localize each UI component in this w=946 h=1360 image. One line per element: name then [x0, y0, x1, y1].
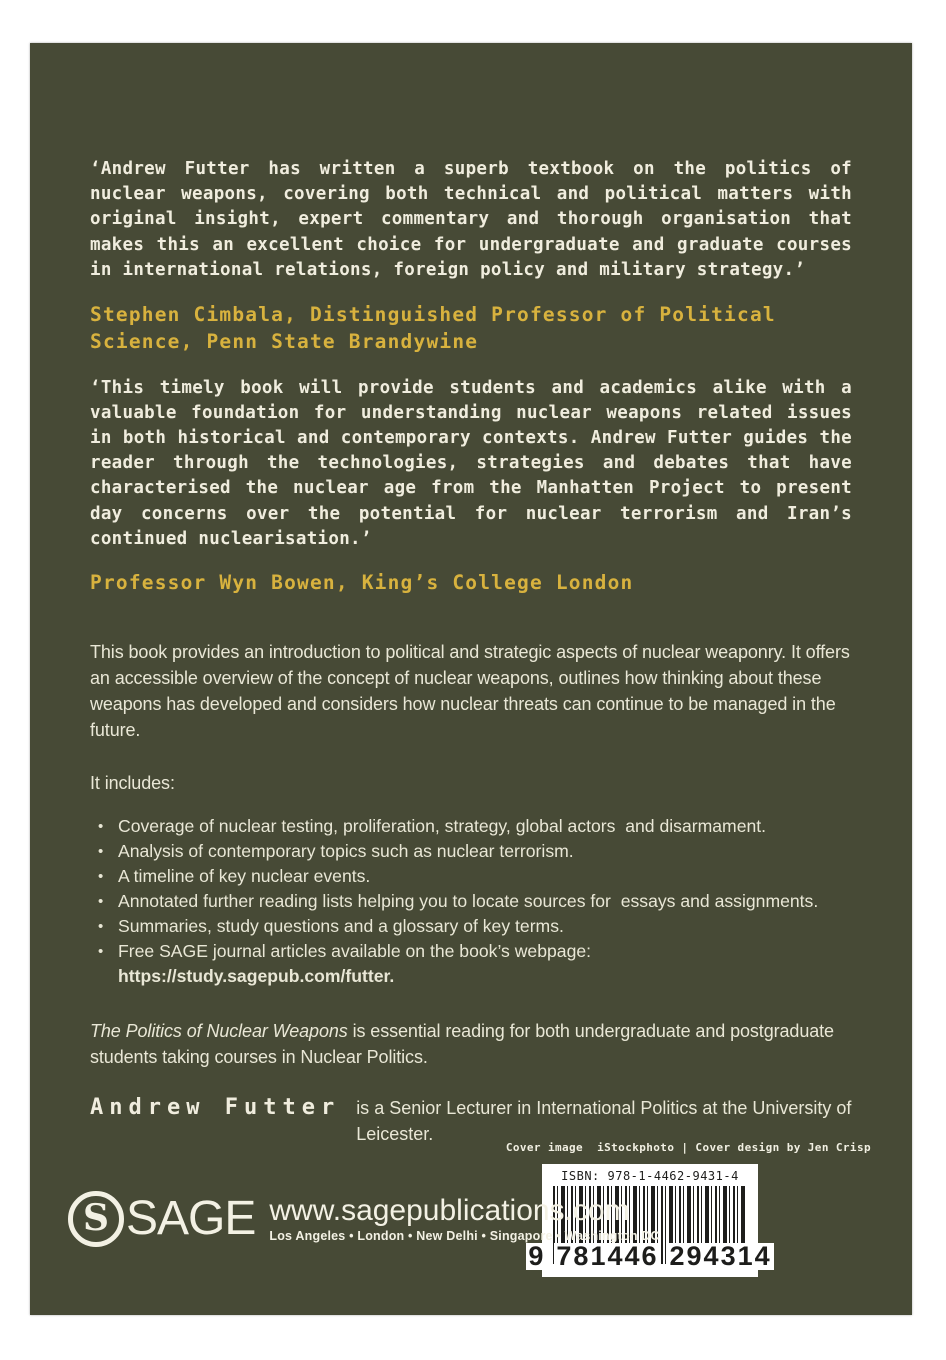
bullet-icon: • [98, 943, 104, 961]
list-item [90, 889, 852, 914]
book-back-cover [30, 43, 912, 1315]
list-item-text: Annotated further reading lists helping you to locate sources for essays and assignments. [118, 891, 819, 912]
book-description: This book provides an introduction to political and strategic aspects of nuclear weaponry. It offers an accessible overview of the concept of nuclear weapons, outlines how thinking about these weapons has developed and considers how nuclear threats can continue to be managed in the future. [90, 642, 850, 741]
list-item-text-regular: Free SAGE journal articles available on the book’s webpage: [118, 941, 596, 962]
list-item-text: A timeline of key nuclear events. [118, 866, 371, 887]
author-name: Andrew Futter [90, 1095, 341, 1121]
barcode-digits [528, 1241, 772, 1271]
list-item [90, 914, 852, 939]
closing-text: is essential reading for both undergraduate and postgraduate students taking courses in Nuclear Politics. [90, 1021, 834, 1068]
review-quote-2: ‘This timely book will provide students and academics alike with a valuable foundation for understanding nuclear weapons related issues in both historical and contemporary contexts. Andrew Futter guides the reader through the technologies, strategies and debates that have characterised the nuclear age from the Manhatten Project to present day concerns over the potential for nuclear terrorism and Iran’s continued nuclearisation.’ [90, 377, 852, 549]
list-item [90, 839, 852, 864]
list-item [90, 864, 852, 889]
review-quote-1: ‘Andrew Futter has written a superb textbook on the politics of nuclear weapons, covering both technical and political matters with original insight, expert commentary and thorough organisation that makes this an excellent choice for undergraduate and graduate courses in international relations, foreign policy and military strategy.’ [90, 159, 852, 280]
publisher-text [269, 1193, 660, 1243]
closing-paragraph [90, 1018, 852, 1070]
review-quote-2-attribution: Professor Wyn Bowen, King’s College London [90, 571, 634, 595]
list-item [90, 939, 852, 989]
list-item-text: Summaries, study questions and a glossary of key terms. [118, 916, 564, 937]
publisher-website: www.sagepublications.com [269, 1193, 630, 1227]
feature-list [90, 814, 852, 989]
book-title-italic: The Politics of Nuclear Weapons [90, 1021, 348, 1042]
webpage-url-text: https://study.sagepub.com/futter. [118, 966, 395, 987]
sage-wordmark: SAGE [126, 1192, 256, 1245]
publisher-block [68, 1191, 660, 1247]
list-item [90, 814, 852, 839]
barcode-digit-group: 9 [528, 1241, 546, 1271]
sage-logo-icon [68, 1191, 124, 1247]
sage-logo-s: S [83, 1197, 109, 1239]
author-bio-text: is a Senior Lecturer in International Politics at the University of Leicester. [356, 1098, 852, 1145]
barcode-digit-group: 781446 [556, 1241, 659, 1271]
author-bio [90, 1095, 852, 1147]
bullet-icon: • [98, 893, 104, 911]
bullet-icon: • [98, 818, 104, 836]
publisher-cities: Los Angeles • London • New Delhi • Singapore • Washington DC [269, 1228, 660, 1243]
isbn-number: ISBN: 978-1-4462-9431-4 [561, 1169, 739, 1183]
list-item-text: Coverage of nuclear testing, proliferation, strategy, global actors and disarmament. [118, 816, 767, 837]
bullet-icon: • [98, 918, 104, 936]
bullet-icon: • [98, 868, 104, 886]
includes-heading: It includes: [90, 773, 175, 794]
barcode-digit-group: 294314 [669, 1241, 772, 1271]
cover-content [30, 157, 912, 1147]
cover-credit-line: Cover image iStockphoto | Cover design by Jen Crisp [505, 1141, 871, 1154]
list-item-text [118, 939, 852, 989]
list-item-text: Analysis of contemporary topics such as nuclear terrorism. [118, 841, 574, 862]
bullet-icon: • [98, 843, 104, 861]
review-quote-1-attribution: Stephen Cimbala, Distinguished Professor of Political Science, Penn State Brandywine [90, 302, 776, 353]
